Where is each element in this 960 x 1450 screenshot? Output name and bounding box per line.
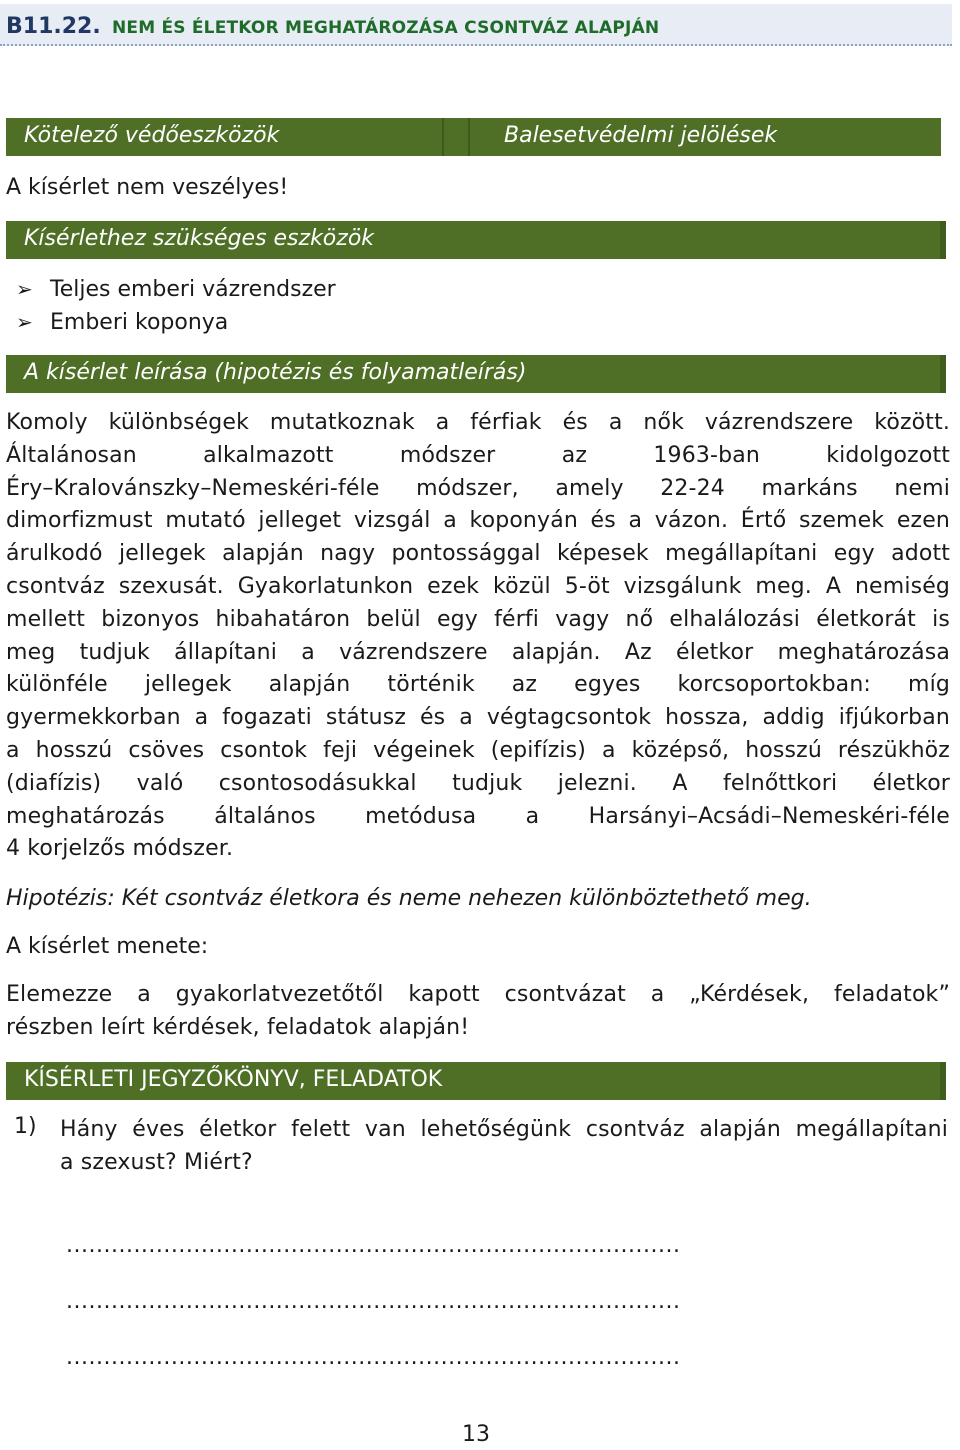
procedure-heading: A kísérlet menete: (6, 934, 209, 959)
paragraph-line: csontváz szexusát. Gyakorlatunkon ezek közül 5-öt vizsgálunk meg. A nemiség (6, 573, 950, 599)
answer-line[interactable]: .................................................................................. (66, 1345, 681, 1370)
bar-divider (468, 118, 470, 156)
protective-safety-bar (6, 118, 941, 156)
answer-line[interactable]: .................................................................................. (66, 1289, 681, 1314)
answer-line[interactable]: .................................................................................. (66, 1233, 681, 1258)
paragraph-line: részben leírt kérdések, feladatok alapján! (6, 1014, 470, 1040)
paragraph-line: Komoly különbségek mutatkoznak a férfiak és a nők vázrendszere között. (6, 410, 950, 435)
paragraph-line: 4 korjelzős módszer. (6, 836, 234, 862)
tool-list-item (16, 306, 228, 339)
protective-equipment-heading: Kötelező védőeszközök (24, 123, 280, 148)
safety-markings-heading: Balesetvédelmi jelölések (504, 123, 778, 148)
bar-tail (940, 221, 946, 259)
document-title: NEM ÉS ÉLETKOR MEGHATÁROZÁSA CSONTVÁZ ALAPJÁN (112, 18, 660, 38)
paragraph-line: mellett bizonyos hibahatáron belül egy férfi vagy nő elhalálozási életkorát is (6, 606, 950, 632)
paragraph-line: (diafízis) való csontosodásukkal tudjuk jelezni. A felnőttkori életkor (6, 770, 950, 796)
report-heading: KÍSÉRLETI JEGYZŐKÖNYV, FELADATOK (24, 1067, 443, 1092)
bar-tail (940, 1062, 946, 1100)
arrowhead-bullet-icon: ➢ (16, 310, 33, 334)
page-number: 13 (462, 1422, 490, 1447)
paragraph-line: meg tudjuk állapítani a vázrendszere alapján. Az életkor meghatározása (6, 639, 950, 665)
tools-heading-bar (6, 221, 946, 259)
paragraph-line: a hosszú csöves csontok feji végeinek (epifízis) a középső, hosszú részükhöz (6, 737, 950, 763)
paragraph-line: Elemezze a gyakorlatvezetőtől kapott csontvázat a „Kérdések, feladatok” (6, 982, 950, 1007)
paragraph-line: Általánosan alkalmazott módszer az 1963-ban kidolgozott (6, 442, 950, 468)
paragraph-line: meghatározás általános metódusa a Harsányi–Acsádi–Nemeskéri-féle (6, 803, 950, 829)
bar-divider (442, 118, 444, 156)
document-header (0, 4, 952, 46)
paragraph-line: árulkodó jellegek alapján nagy pontossággal képesek megállapítani egy adott (6, 541, 950, 567)
paragraph-line: gyermekkorban a fogazati státusz és a végtagcsontok hossza, addig ifjúkorban (6, 705, 950, 731)
question-line: a szexust? Miért? (60, 1149, 253, 1175)
description-heading-bar (6, 355, 946, 393)
section-code: B11.22. (6, 14, 101, 39)
procedure-paragraph (6, 979, 950, 1045)
description-paragraph (6, 407, 950, 866)
bar-tail (940, 355, 946, 393)
hypothesis: Hipotézis: Két csontváz életkora és neme nehezen különböztethető meg. (6, 886, 812, 911)
question-line: Hány éves életkor felett van lehetőségünk csontváz alapján megállapítani (60, 1117, 948, 1142)
tool-name: Teljes emberi vázrendszer (50, 277, 336, 302)
question-text (60, 1114, 948, 1180)
paragraph-line: dimorfizmust mutató jelleget vizsgál a koponyán és a vázon. Értő szemek ezen (6, 508, 950, 534)
paragraph-line: Éry–Kralovánszky–Nemeskéri-féle módszer, amely 22-24 markáns nemi (6, 475, 950, 501)
description-heading: A kísérlet leírása (hipotézis és folyamatleírás) (24, 360, 527, 385)
tool-name: Emberi koponya (50, 310, 229, 335)
tools-heading: Kísérlethez szükséges eszközök (24, 226, 375, 251)
not-dangerous-note: A kísérlet nem veszélyes! (6, 175, 289, 200)
question-number: 1) (14, 1114, 37, 1139)
arrowhead-bullet-icon: ➢ (16, 277, 33, 301)
tool-list-item (16, 273, 336, 306)
paragraph-line: különféle jellegek alapján történik az egyes korcsoportokban: míg (6, 672, 950, 698)
report-heading-bar (6, 1062, 946, 1100)
